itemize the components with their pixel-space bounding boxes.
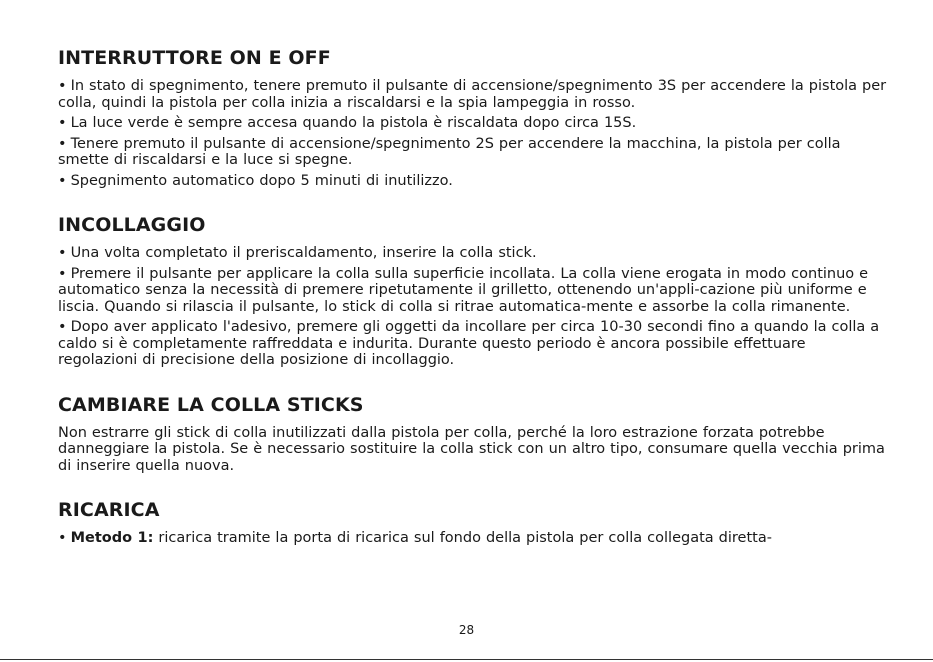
paragraph-text: ricarica tramite la porta di ricarica sul fondo della pistola per colla collegata diretta- xyxy=(158,530,772,546)
section-cambiare-colla xyxy=(58,391,888,475)
paragraph xyxy=(58,173,888,190)
method-label: Metodo 1: xyxy=(70,530,154,546)
bullet: • xyxy=(58,78,67,94)
paragraph-text: Premere il pulsante per applicare la colla sulla superficie incollata. La colla viene erogata in modo continuo e automatico senza la necessità di premere ripetutamente il grilletto, ottenendo un'appli-cazione più uniforme e liscia. Quando si rilascia il pulsante, lo stick di colla si ritrae automatica-mente e assorbe la colla rimanente. xyxy=(58,265,869,315)
bullet: • xyxy=(58,135,67,152)
paragraph-text: La luce verde è sempre accesa quando la pistola è riscaldata dopo circa 15S. xyxy=(70,115,637,131)
paragraph-text: Una volta completato il preriscaldamento, inserire la colla stick. xyxy=(70,245,537,261)
paragraph xyxy=(58,266,888,316)
bullet: • xyxy=(58,115,67,131)
paragraph xyxy=(58,319,888,369)
paragraph-text: In stato di spegnimento, tenere premuto il pulsante di accensione/spegnimento 3S per accendere la pistola per colla, quindi la pistola per colla inizia a riscaldarsi e la spia lampeggia in rosso. xyxy=(58,78,887,111)
bullet: • xyxy=(58,530,67,546)
section-interruttore xyxy=(58,44,888,189)
bottom-divider xyxy=(0,659,933,660)
section-incollaggio xyxy=(58,211,888,369)
page-number: 28 xyxy=(458,623,475,637)
bullet: • xyxy=(58,265,67,282)
section-ricarica xyxy=(58,496,888,547)
paragraph-text: Spegnimento automatico dopo 5 minuti di inutilizzo. xyxy=(70,172,453,189)
paragraph-text: Dopo aver applicato l'adesivo, premere gli oggetti da incollare per circa 10-30 secondi fino a quando la colla a caldo si è completamente raffreddata e indurita. Durante questo periodo è ancora possibile effettuare regolazioni di precisione della posizione di incollaggio. xyxy=(58,319,880,368)
bullet: • xyxy=(58,245,67,261)
paragraph-text: Tenere premuto il pulsante di accensione/spegnimento 2S per accendere la macchina, la pistola per colla smette di riscaldarsi e la luce si spegne. xyxy=(58,135,841,168)
paragraph xyxy=(58,136,888,169)
paragraph xyxy=(58,530,888,547)
section-heading: CAMBIARE LA COLLA STICKS xyxy=(58,393,364,416)
section-heading: RICARICA xyxy=(58,499,160,521)
paragraph-text: Non estrarre gli stick di colla inutilizzati dalla pistola per colla, perché la loro estrazione forzata potrebbe danneggiare la pistola. Se è necessario sostituire la colla stick con un altro tipo, consumare quella vecchia prima di inserire quella nuova. xyxy=(58,424,885,474)
paragraph xyxy=(58,115,888,132)
section-heading: INCOLLAGGIO xyxy=(58,214,206,236)
section-heading: INTERRUTTORE ON E OFF xyxy=(58,47,331,69)
paragraph xyxy=(58,425,888,475)
bullet: • xyxy=(58,172,67,189)
paragraph xyxy=(58,78,888,111)
paragraph xyxy=(58,245,888,262)
document-page xyxy=(58,44,888,551)
bullet: • xyxy=(58,319,67,335)
